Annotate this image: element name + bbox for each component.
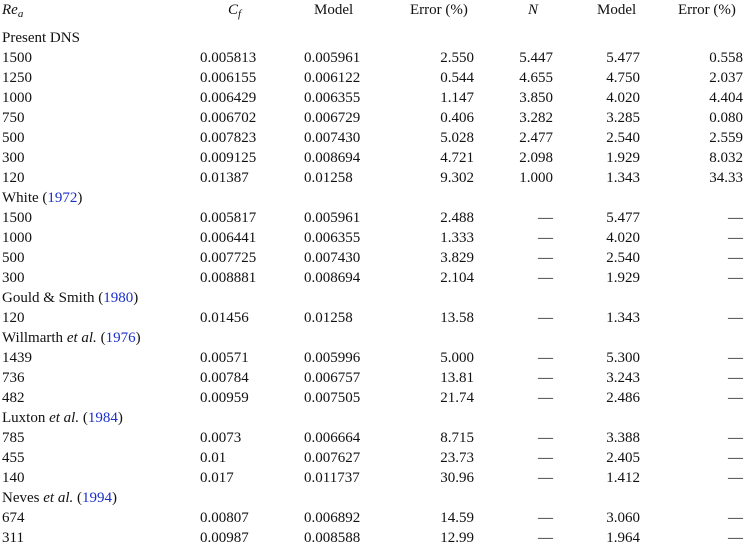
- model-n-cell: 4.020: [606, 90, 640, 106]
- n-cell: —: [538, 350, 553, 366]
- table-row: [0, 308, 746, 328]
- n-cell: —: [538, 390, 553, 406]
- error-n-cell: 8.032: [709, 150, 743, 166]
- error-n-cell: —: [728, 250, 743, 266]
- model-n-cell: 3.388: [606, 430, 640, 446]
- error-n-cell: —: [728, 270, 743, 286]
- n-cell: 3.850: [519, 90, 553, 106]
- cf-cell: 0.01: [200, 450, 227, 466]
- citation-link[interactable]: 1980: [103, 290, 134, 306]
- model-n-cell: 2.486: [606, 390, 640, 406]
- cf-cell: 0.005813: [200, 50, 257, 66]
- section-title-mid: (: [96, 330, 106, 346]
- model-cf-cell: 0.01258: [304, 170, 353, 186]
- reynolds-cell: 300: [2, 270, 25, 286]
- cf-cell: 0.00571: [200, 350, 249, 366]
- reynolds-cell: 1250: [2, 70, 32, 86]
- error-cf-cell: 30.96: [440, 470, 474, 486]
- n-cell: —: [538, 530, 553, 546]
- n-cell: 5.447: [519, 50, 553, 66]
- section-title-text: Gould & Smith (: [2, 290, 104, 306]
- error-cf-cell: 23.73: [440, 450, 474, 466]
- table-row: [0, 108, 746, 128]
- table-row: [0, 208, 746, 228]
- error-n-cell: —: [728, 310, 743, 326]
- section-title-suffix: ): [133, 290, 139, 306]
- section-title-text: Present DNS: [2, 30, 80, 46]
- model-n-cell: 1.343: [606, 170, 640, 186]
- table-row: [0, 148, 746, 168]
- section-title-etal: et al.: [49, 410, 80, 426]
- header-n: N: [528, 2, 539, 18]
- header-model-2: Model: [597, 2, 637, 18]
- table-row: [0, 368, 746, 388]
- cf-cell: 0.01387: [200, 170, 249, 186]
- table-row: [0, 528, 746, 548]
- reynolds-cell: 120: [2, 310, 25, 326]
- n-cell: —: [538, 250, 553, 266]
- cf-cell: 0.00987: [200, 530, 249, 546]
- model-cf-cell: 0.006355: [304, 90, 361, 106]
- reynolds-cell: 785: [2, 430, 25, 446]
- n-cell: —: [538, 510, 553, 526]
- error-cf-cell: 5.028: [440, 130, 474, 146]
- table-row: [0, 68, 746, 88]
- model-n-cell: 5.477: [606, 210, 640, 226]
- reynolds-cell: 311: [2, 530, 24, 546]
- section-title-text: White (: [2, 190, 48, 206]
- section-title-present-dns: [2, 28, 80, 48]
- error-n-cell: —: [728, 390, 743, 406]
- table-row: [0, 228, 746, 248]
- header-re-main: Re: [2, 2, 18, 18]
- reynolds-cell: 500: [2, 250, 25, 266]
- model-cf-cell: 0.007430: [304, 130, 361, 146]
- n-cell: —: [538, 470, 553, 486]
- header-error-2: Error (%): [678, 2, 736, 18]
- table-row: [0, 168, 746, 188]
- model-cf-cell: 0.005961: [304, 50, 361, 66]
- table-row: [0, 248, 746, 268]
- n-cell: —: [538, 210, 553, 226]
- error-cf-cell: 3.829: [440, 250, 474, 266]
- reynolds-cell: 120: [2, 170, 25, 186]
- n-cell: 3.282: [519, 110, 553, 126]
- cf-cell: 0.017: [200, 470, 234, 486]
- section-title-luxton: [2, 408, 123, 428]
- error-cf-cell: 1.333: [440, 230, 474, 246]
- cf-cell: 0.005817: [200, 210, 257, 226]
- error-n-cell: —: [728, 230, 743, 246]
- header-re-sub: a: [17, 8, 24, 20]
- section-title-suffix: ): [77, 190, 83, 206]
- reynolds-cell: 1000: [2, 90, 32, 106]
- cf-cell: 0.007823: [200, 130, 257, 146]
- cf-cell: 0.00784: [200, 370, 249, 386]
- model-cf-cell: 0.006122: [304, 70, 361, 86]
- error-cf-cell: 9.302: [440, 170, 474, 186]
- error-n-cell: 2.037: [709, 70, 743, 86]
- n-cell: 2.477: [519, 130, 553, 146]
- citation-link[interactable]: 1972: [47, 190, 78, 206]
- error-n-cell: —: [728, 210, 743, 226]
- section-title-willmarth: [2, 328, 141, 348]
- citation-link[interactable]: 1976: [105, 330, 136, 346]
- n-cell: 1.000: [519, 170, 553, 186]
- error-n-cell: 4.404: [709, 90, 743, 106]
- error-n-cell: —: [728, 470, 743, 486]
- section-title-etal: et al.: [43, 490, 74, 506]
- model-n-cell: 1.412: [606, 470, 640, 486]
- model-n-cell: 2.540: [606, 250, 640, 266]
- section-title-white: [2, 188, 82, 208]
- error-cf-cell: 13.81: [440, 370, 474, 386]
- model-cf-cell: 0.005961: [304, 210, 361, 226]
- section-title-suffix: ): [112, 490, 117, 506]
- header-cf-main: C: [228, 2, 239, 18]
- model-cf-cell: 0.01258: [304, 310, 353, 326]
- error-n-cell: 0.558: [709, 50, 743, 66]
- error-n-cell: 34.33: [709, 170, 743, 186]
- model-n-cell: 2.540: [606, 130, 640, 146]
- cf-cell: 0.006441: [200, 230, 257, 246]
- table-row: [0, 428, 746, 448]
- error-cf-cell: 2.488: [440, 210, 474, 226]
- error-n-cell: —: [728, 530, 743, 546]
- model-cf-cell: 0.006664: [304, 430, 361, 446]
- reynolds-cell: 1000: [2, 230, 32, 246]
- error-cf-cell: 0.544: [440, 70, 474, 86]
- error-cf-cell: 0.406: [440, 110, 474, 126]
- model-n-cell: 4.020: [606, 230, 640, 246]
- model-cf-cell: 0.006355: [304, 230, 361, 246]
- header-model-1: Model: [314, 2, 354, 18]
- section-title-text: Neves: [2, 490, 44, 506]
- section-title-mid: (: [79, 410, 88, 426]
- cf-cell: 0.0073: [200, 430, 242, 446]
- error-n-cell: —: [728, 350, 743, 366]
- n-cell: 4.655: [519, 70, 553, 86]
- section-title-suffix: ): [135, 330, 141, 346]
- header-error-1: Error (%): [410, 2, 468, 18]
- reynolds-cell: 482: [2, 390, 25, 406]
- error-n-cell: —: [728, 430, 743, 446]
- model-cf-cell: 0.008694: [304, 150, 361, 166]
- model-cf-cell: 0.007505: [304, 390, 361, 406]
- model-cf-cell: 0.007627: [304, 450, 361, 466]
- error-cf-cell: 12.99: [440, 530, 474, 546]
- reynolds-cell: 750: [2, 110, 25, 126]
- reynolds-cell: 455: [2, 450, 25, 466]
- model-n-cell: 3.243: [606, 370, 640, 386]
- reynolds-cell: 140: [2, 470, 25, 486]
- model-cf-cell: 0.008694: [304, 270, 361, 286]
- reynolds-cell: 736: [2, 370, 25, 386]
- table-row: [0, 468, 746, 488]
- cf-cell: 0.007725: [200, 250, 257, 266]
- citation-link[interactable]: 1984: [87, 410, 118, 426]
- citation-link[interactable]: 1994: [82, 490, 112, 506]
- reynolds-cell: 1439: [2, 350, 32, 366]
- cf-cell: 0.006155: [200, 70, 257, 86]
- error-cf-cell: 21.74: [440, 390, 474, 406]
- cf-cell: 0.01456: [200, 310, 249, 326]
- model-n-cell: 3.060: [606, 510, 640, 526]
- header-re: [2, 0, 23, 20]
- model-n-cell: 1.964: [606, 530, 640, 546]
- error-cf-cell: 5.000: [440, 350, 474, 366]
- error-cf-cell: 2.104: [440, 270, 474, 286]
- n-cell: —: [538, 230, 553, 246]
- model-cf-cell: 0.007430: [304, 250, 361, 266]
- error-cf-cell: 1.147: [440, 90, 474, 106]
- table-row: [0, 88, 746, 108]
- error-n-cell: 0.080: [709, 110, 743, 126]
- model-n-cell: 2.405: [606, 450, 640, 466]
- table-row: [0, 508, 746, 528]
- model-n-cell: 5.300: [606, 350, 640, 366]
- section-title-text: Willmarth: [2, 330, 67, 346]
- table-row: [0, 48, 746, 68]
- model-n-cell: 4.750: [606, 70, 640, 86]
- cf-cell: 0.006429: [200, 90, 257, 106]
- error-cf-cell: 13.58: [440, 310, 474, 326]
- model-cf-cell: 0.006729: [304, 110, 361, 126]
- cf-cell: 0.006702: [200, 110, 257, 126]
- model-cf-cell: 0.011737: [304, 470, 360, 486]
- reynolds-cell: 674: [2, 510, 25, 526]
- header-cf-sub: f: [238, 8, 242, 20]
- section-title-etal: et al.: [66, 330, 97, 346]
- section-title-gould-smith: [2, 288, 138, 308]
- n-cell: —: [538, 270, 553, 286]
- error-cf-cell: 8.715: [440, 430, 474, 446]
- section-title-suffix: ): [117, 410, 123, 426]
- reynolds-cell: 300: [2, 150, 25, 166]
- model-cf-cell: 0.005996: [304, 350, 361, 366]
- cf-cell: 0.00807: [200, 510, 249, 526]
- n-cell: —: [538, 370, 553, 386]
- error-n-cell: —: [728, 370, 743, 386]
- model-n-cell: 3.285: [606, 110, 640, 126]
- cf-cell: 0.009125: [200, 150, 257, 166]
- n-cell: —: [538, 450, 553, 466]
- table-row: [0, 448, 746, 468]
- model-n-cell: 1.343: [606, 310, 640, 326]
- cf-cell: 0.00959: [200, 390, 249, 406]
- section-title-neves: [2, 488, 117, 508]
- model-cf-cell: 0.006892: [304, 510, 361, 526]
- model-n-cell: 1.929: [606, 150, 640, 166]
- table-row: [0, 348, 746, 368]
- table-row: [0, 128, 746, 148]
- error-cf-cell: 2.550: [440, 50, 474, 66]
- error-cf-cell: 4.721: [440, 150, 474, 166]
- error-n-cell: —: [728, 450, 743, 466]
- n-cell: —: [538, 310, 553, 326]
- reynolds-cell: 1500: [2, 210, 32, 226]
- error-cf-cell: 14.59: [440, 510, 474, 526]
- table-row: [0, 268, 746, 288]
- reynolds-cell: 500: [2, 130, 25, 146]
- section-title-mid: (: [73, 490, 82, 506]
- model-cf-cell: 0.008588: [304, 530, 361, 546]
- table-row: [0, 388, 746, 408]
- section-title-text: Luxton: [2, 410, 50, 426]
- error-n-cell: —: [728, 510, 743, 526]
- reynolds-cell: 1500: [2, 50, 32, 66]
- model-n-cell: 5.477: [606, 50, 640, 66]
- model-n-cell: 1.929: [606, 270, 640, 286]
- n-cell: —: [538, 430, 553, 446]
- header-cf: [228, 0, 241, 20]
- error-n-cell: 2.559: [709, 130, 743, 146]
- n-cell: 2.098: [519, 150, 553, 166]
- model-cf-cell: 0.006757: [304, 370, 361, 386]
- cf-cell: 0.008881: [200, 270, 257, 286]
